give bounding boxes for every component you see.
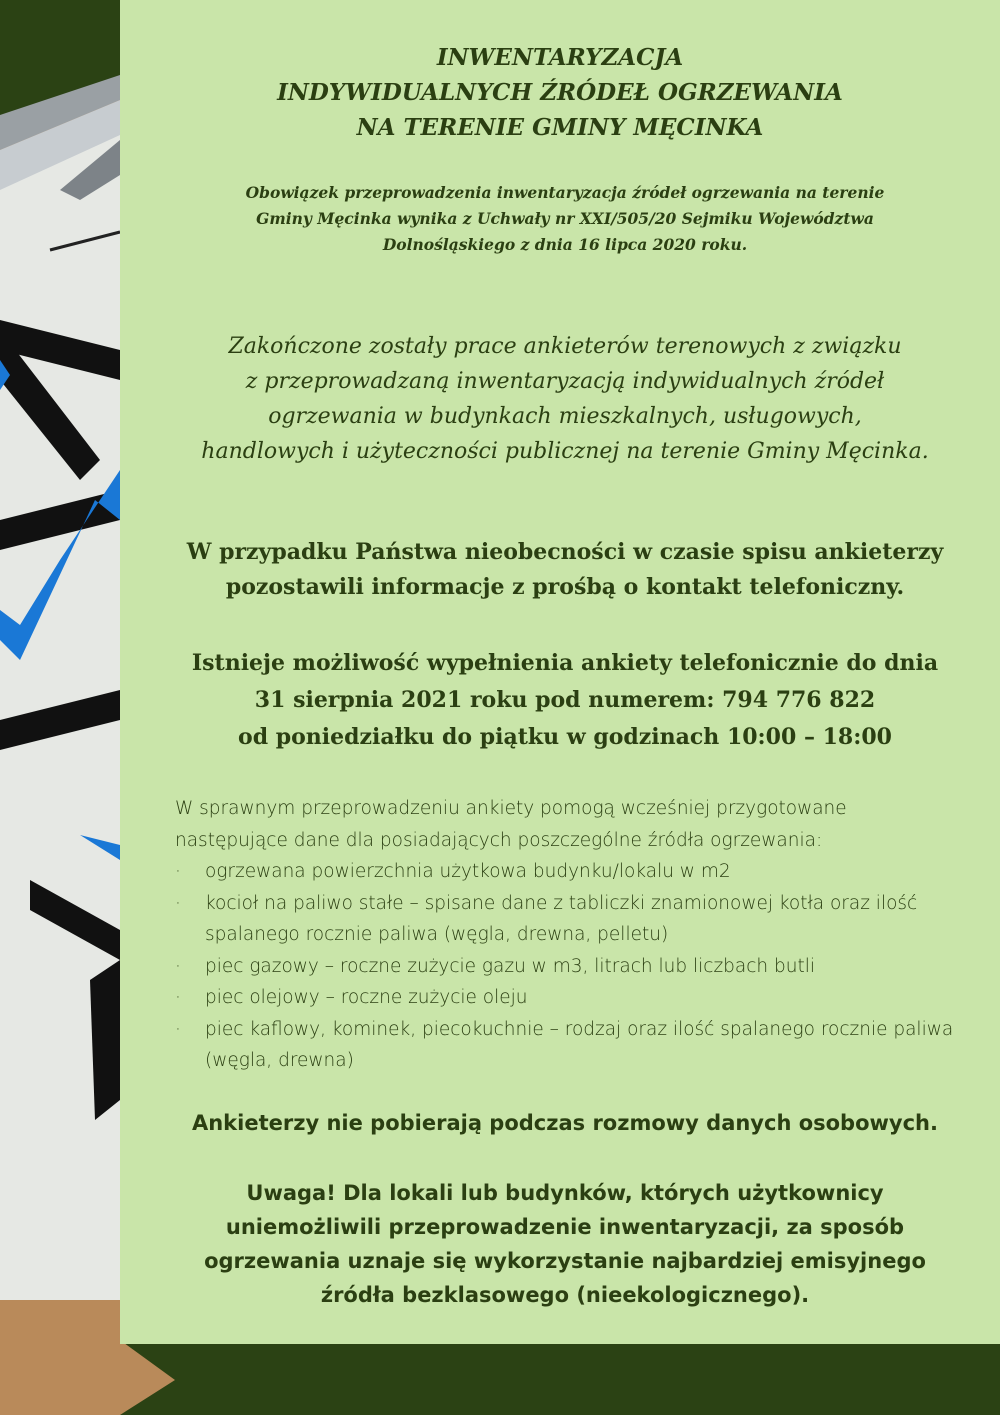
notice-line: Zakończone zostały prace ankieterów terenowych z związku (228, 334, 902, 359)
preparation-section (175, 793, 965, 1077)
absence-line: W przypadku Państwa nieobecności w czasie spisu ankieterzy (186, 539, 944, 565)
list-item-text: kocioł na paliwo stałe – spisane dane z tabliczki znamionowej kotła oraz ilość spalanego rocznie paliwa (węgla, drewna, pelletu) (205, 892, 918, 945)
preparation-line: W sprawnym przeprowadzeniu ankiety pomogą wcześniej przygotowane (175, 798, 847, 819)
warning-line: Uwaga! Dla lokali lub budynków, których użytkownicy (246, 1181, 884, 1205)
content-panel (120, 0, 1000, 1344)
warning-line: źródła bezklasowego (nieekologicznego). (320, 1283, 810, 1307)
list-item-text: ogrzewana powierzchnia użytkowa budynku/lokalu w m2 (205, 861, 731, 882)
bullet-icon: · (175, 861, 181, 882)
list-item (175, 888, 965, 951)
notice-line: ogrzewania w budynkach mieszkalnych, usługowych, (268, 404, 862, 429)
list-item-text: piec kaflowy, kominek, piecokuchnie – rodzaj oraz ilość spalanego rocznie paliwa (węgla, drewna) (205, 1018, 954, 1071)
warning-line: ogrzewania uznaje się wykorzystanie najbardziej emisyjnego (204, 1249, 926, 1273)
warning-line: uniemożliwili przeprowadzenie inwentaryzacji, za sposób (225, 1215, 905, 1239)
preparation-line: następujące dane dla posiadających poszczególne źródła ogrzewania: (175, 829, 823, 851)
survey-completed-notice (160, 329, 970, 469)
preparation-list (175, 856, 965, 1077)
legal-basis-paragraph (180, 180, 950, 258)
phone-line: Istnieje możliwość wypełnienia ankiety telefonicznie do dnia (191, 650, 939, 676)
phone-hours-line: od poniedziałku do piątku w godzinach 10:00 – 18:00 (238, 724, 892, 750)
list-item (175, 982, 965, 1014)
bullet-icon: · (175, 955, 181, 977)
title-line: INWENTARYZACJA (436, 44, 684, 71)
list-item (175, 1014, 965, 1077)
privacy-statement: Ankieterzy nie pobierają podczas rozmowy danych osobowych. (191, 1111, 938, 1135)
page-title (120, 40, 1000, 145)
list-item (175, 856, 965, 888)
intro-line: Obowiązek przeprowadzenia inwentaryzacja źródeł ogrzewania na terenie (245, 183, 885, 202)
list-item (175, 951, 965, 983)
notice-line: handlowych i użyteczności publicznej na terenie Gminy Męcinka. (201, 439, 929, 464)
absence-line: pozostawili informacje z prośbą o kontakt telefoniczny. (225, 574, 905, 600)
bullet-icon: · (175, 1018, 181, 1040)
list-item-text: piec olejowy – roczne zużycie oleju (205, 987, 528, 1008)
phone-survey-info (130, 645, 1000, 756)
title-line: NA TERENIE GMINY MĘCINKA (356, 114, 764, 141)
absence-info (140, 535, 990, 605)
list-item-text: piec gazowy – roczne zużycie gazu w m3, litrach lub liczbach butli (205, 955, 816, 977)
warning-notice (165, 1176, 965, 1312)
intro-line: Dolnośląskiego z dnia 16 lipca 2020 roku. (382, 235, 748, 254)
title-line: INDYWIDUALNYCH ŹRÓDEŁ OGRZEWANIA (277, 79, 843, 106)
bullet-icon: · (175, 987, 181, 1008)
notice-line: z przeprowadzaną inwentaryzacją indywidualnych źródeł (245, 369, 885, 394)
intro-line: Gminy Męcinka wynika z Uchwały nr XXI/505/20 Sejmiku Województwa (256, 209, 874, 228)
bullet-icon: · (175, 892, 181, 914)
phone-number-line: 31 sierpnia 2021 roku pod numerem: 794 776 822 (254, 687, 876, 713)
